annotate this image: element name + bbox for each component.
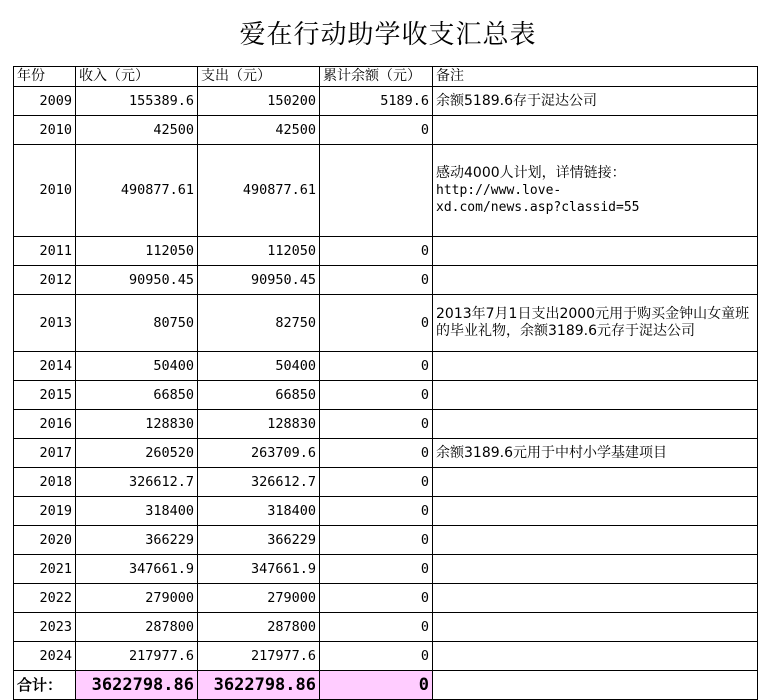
balance-cell: 5189.6: [320, 87, 433, 116]
expense-cell: 66850: [198, 381, 320, 410]
balance-cell: 0: [320, 584, 433, 613]
table-row: [14, 237, 758, 266]
balance-cell: 0: [320, 266, 433, 295]
total-expense: 3622798.86: [198, 671, 320, 700]
total-income: 3622798.86: [76, 671, 198, 700]
note-cell: [433, 145, 758, 237]
expense-cell: 318400: [198, 497, 320, 526]
header-expense: 支出（元）: [198, 67, 320, 87]
note-link-text: http://www.love-: [436, 183, 562, 198]
year-cell: 2018: [14, 468, 76, 497]
income-cell: 326612.7: [76, 468, 198, 497]
note-cell: [433, 410, 758, 439]
balance-cell: 0: [320, 526, 433, 555]
balance-cell: 0: [320, 381, 433, 410]
note-cell: [433, 439, 758, 468]
income-cell: 287800: [76, 613, 198, 642]
income-cell: 66850: [76, 381, 198, 410]
balance-cell: 0: [320, 237, 433, 266]
income-cell: 318400: [76, 497, 198, 526]
expense-cell: 90950.45: [198, 266, 320, 295]
income-cell: 347661.9: [76, 555, 198, 584]
balance-cell: 0: [320, 555, 433, 584]
year-cell: 2015: [14, 381, 76, 410]
year-cell: 2014: [14, 352, 76, 381]
note-cell: [433, 116, 758, 145]
expense-cell: 50400: [198, 352, 320, 381]
income-cell: 279000: [76, 584, 198, 613]
total-label: 合计：: [14, 671, 76, 700]
table-header-row: [14, 67, 758, 87]
note-text: 余额5189.6存于浞达公司: [436, 92, 597, 109]
note-cell: [433, 295, 758, 352]
balance-cell: 0: [320, 439, 433, 468]
table-row: [14, 555, 758, 584]
table-row: [14, 410, 758, 439]
year-cell: 2011: [14, 237, 76, 266]
income-cell: 90950.45: [76, 266, 198, 295]
note-link-text: xd.com/news.asp?classid=55: [436, 200, 640, 215]
expense-cell: 279000: [198, 584, 320, 613]
expense-cell: 112050: [198, 237, 320, 266]
balance-cell: 0: [320, 295, 433, 352]
note-cell: [433, 468, 758, 497]
balance-cell: [320, 145, 433, 237]
note-cell: [433, 497, 758, 526]
year-cell: 2010: [14, 145, 76, 237]
note-cell: [433, 613, 758, 642]
page-title: 爱在行动助学收支汇总表: [239, 20, 537, 50]
note-cell: [433, 266, 758, 295]
table-row: [14, 381, 758, 410]
income-cell: 366229: [76, 526, 198, 555]
year-cell: 2009: [14, 87, 76, 116]
expense-cell: 263709.6: [198, 439, 320, 468]
note-cell: [433, 352, 758, 381]
expense-cell: 128830: [198, 410, 320, 439]
income-cell: 42500: [76, 116, 198, 145]
table-row: [14, 352, 758, 381]
expense-cell: 326612.7: [198, 468, 320, 497]
year-cell: 2020: [14, 526, 76, 555]
table-row: [14, 145, 758, 237]
note-cell: [433, 555, 758, 584]
year-cell: 2016: [14, 410, 76, 439]
table-row: [14, 439, 758, 468]
table-row: [14, 266, 758, 295]
year-cell: 2012: [14, 266, 76, 295]
table-row: [14, 584, 758, 613]
note-text: 余额3189.6元用于中村小学基建项目: [436, 444, 667, 461]
note-text: 感动4000人计划，详情链接：: [436, 165, 626, 181]
header-balance: 累计余额（元）: [320, 67, 433, 87]
income-cell: 490877.61: [76, 145, 198, 237]
balance-cell: 0: [320, 410, 433, 439]
expense-cell: 150200: [198, 87, 320, 116]
table-row: [14, 295, 758, 352]
expense-cell: 82750: [198, 295, 320, 352]
header-income: 收入（元）: [76, 67, 198, 87]
table-row: [14, 468, 758, 497]
income-cell: 80750: [76, 295, 198, 352]
table-row: [14, 87, 758, 116]
income-cell: 260520: [76, 439, 198, 468]
income-cell: 155389.6: [76, 87, 198, 116]
header-year: 年份: [14, 67, 76, 87]
table-row: [14, 526, 758, 555]
year-cell: 2022: [14, 584, 76, 613]
total-balance: 0: [320, 671, 433, 700]
year-cell: 2024: [14, 642, 76, 671]
balance-cell: 0: [320, 116, 433, 145]
note-cell: [433, 526, 758, 555]
year-cell: 2010: [14, 116, 76, 145]
note-cell: [433, 381, 758, 410]
header-note: 备注: [433, 67, 758, 87]
year-cell: 2017: [14, 439, 76, 468]
note-cell: [433, 87, 758, 116]
year-cell: 2013: [14, 295, 76, 352]
note-text: 2013年7月1日支出2000元用于购买金钟山女童班的毕业礼物，余额3189.6元存于浞达公司: [436, 306, 750, 339]
summary-table: [13, 66, 758, 700]
income-cell: 112050: [76, 237, 198, 266]
year-cell: 2019: [14, 497, 76, 526]
balance-cell: 0: [320, 352, 433, 381]
year-cell: 2021: [14, 555, 76, 584]
table-row: [14, 642, 758, 671]
expense-cell: 366229: [198, 526, 320, 555]
expense-cell: 217977.6: [198, 642, 320, 671]
expense-cell: 42500: [198, 116, 320, 145]
total-note-cell: [433, 671, 758, 700]
note-cell: [433, 642, 758, 671]
balance-cell: 0: [320, 497, 433, 526]
balance-cell: 0: [320, 468, 433, 497]
expense-cell: 287800: [198, 613, 320, 642]
table-row: [14, 116, 758, 145]
note-cell: [433, 584, 758, 613]
expense-cell: 490877.61: [198, 145, 320, 237]
balance-cell: 0: [320, 613, 433, 642]
income-cell: 128830: [76, 410, 198, 439]
income-cell: 217977.6: [76, 642, 198, 671]
total-row: [14, 671, 758, 700]
note-cell: [433, 237, 758, 266]
table-row: [14, 497, 758, 526]
income-cell: 50400: [76, 352, 198, 381]
table-row: [14, 613, 758, 642]
balance-cell: 0: [320, 642, 433, 671]
expense-cell: 347661.9: [198, 555, 320, 584]
year-cell: 2023: [14, 613, 76, 642]
